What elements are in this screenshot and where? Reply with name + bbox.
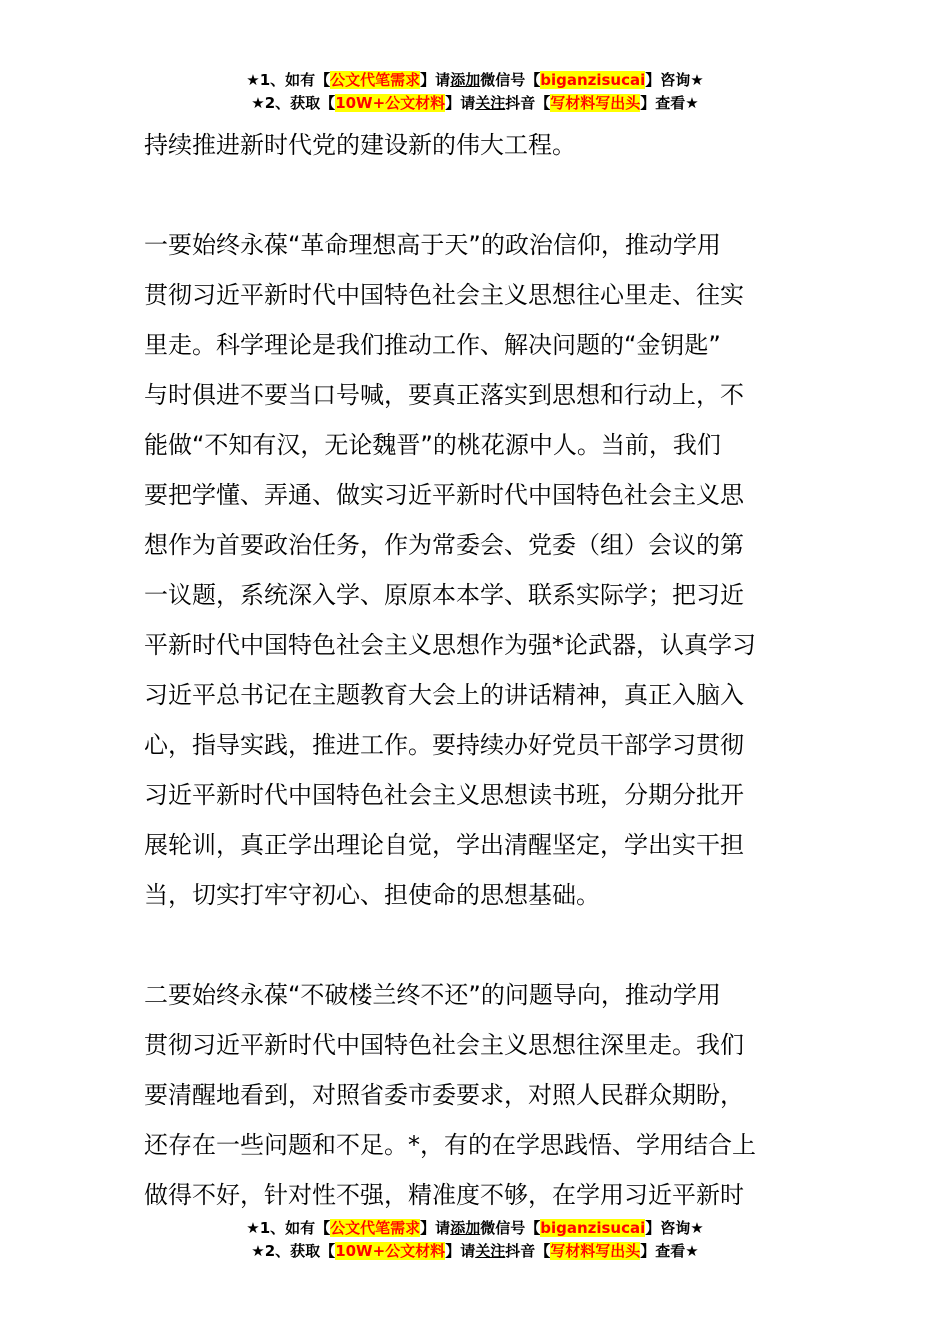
header-line2-suffix: 】查看★ — [640, 94, 699, 112]
header-line2-underline: 关注 — [475, 94, 506, 112]
body-line: 习近平新时代中国特色社会主义思想读书班，分期分批开 — [144, 781, 744, 809]
footer-line1-middle2: 微信号【 — [480, 1219, 541, 1237]
body-line: 做得不好，针对性不强，精准度不够，在学用习近平新时 — [144, 1181, 744, 1209]
body-line: 二要始终永葆“不破楼兰终不还”的问题导向，推动学用 — [144, 981, 721, 1009]
header-banner-line-2 — [0, 92, 950, 115]
body-line: 还存在一些问题和不足。*，有的在学思践悟、学用结合上 — [144, 1131, 756, 1159]
body-line: 一议题，系统深入学、原原本本学、联系实际学；把习近 — [144, 581, 744, 609]
body-line: 要把学懂、弄通、做实习近平新时代中国特色社会主义思 — [144, 481, 744, 509]
body-line: 贯彻习近平新时代中国特色社会主义思想往深里走。我们 — [144, 1031, 744, 1059]
header-line2-middle1: 】请 — [445, 94, 476, 112]
header-line2-middle2: 抖音【 — [505, 94, 551, 112]
footer-line2-underline: 关注 — [475, 1242, 506, 1260]
footer-line2-highlight-douyin: 写材料写出头 — [550, 1242, 641, 1260]
header-line1-highlight-service: 公文代笔需求 — [330, 71, 421, 89]
footer-line1-middle1: 】请 — [420, 1219, 451, 1237]
footer-line2-suffix: 】查看★ — [640, 1242, 699, 1260]
header-line1-highlight-wechat: biganzisucai — [540, 71, 646, 89]
header-line1-middle2: 微信号【 — [480, 71, 541, 89]
body-line: 习近平总书记在主题教育大会上的讲话精神，真正入脑入 — [144, 681, 744, 709]
header-line2-highlight-douyin: 写材料写出头 — [550, 94, 641, 112]
footer-line1-suffix: 】咨询★ — [645, 1219, 704, 1237]
header-line1-suffix: 】咨询★ — [645, 71, 704, 89]
footer-line1-prefix: ★1、如有【 — [246, 1219, 331, 1237]
header-line1-middle1: 】请 — [420, 71, 451, 89]
body-line: 与时俱进不要当口号喊，要真正落实到思想和行动上，不 — [144, 381, 744, 409]
footer-banner-line-2 — [0, 1240, 950, 1263]
body-line: 贯彻习近平新时代中国特色社会主义思想往心里走、往实 — [144, 281, 744, 309]
body-line: 一要始终永葆“革命理想高于天”的政治信仰，推动学用 — [144, 231, 721, 259]
footer-line1-highlight-service: 公文代笔需求 — [330, 1219, 421, 1237]
body-line: 平新时代中国特色社会主义思想作为强*论武器，认真学习 — [144, 631, 756, 659]
footer-line2-highlight-materials: 10W+公文材料 — [335, 1242, 446, 1260]
header-line1-prefix: ★1、如有【 — [246, 71, 331, 89]
body-line: 持续推进新时代党的建设新的伟大工程。 — [144, 131, 576, 159]
body-line: 心，指导实践，推进工作。要持续办好党员干部学习贯彻 — [144, 731, 744, 759]
footer-line1-underline: 添加 — [450, 1219, 481, 1237]
header-banner — [0, 69, 950, 115]
body-line: 要清醒地看到，对照省委市委要求，对照人民群众期盼， — [144, 1081, 744, 1109]
header-line1-underline: 添加 — [450, 71, 481, 89]
body-line: 里走。科学理论是我们推动工作、解决问题的“金钥匙” — [144, 331, 721, 359]
footer-line2-prefix: ★2、获取【 — [251, 1242, 336, 1260]
body-line: 展轮训，真正学出理论自觉，学出清醒坚定，学出实干担 — [144, 831, 744, 859]
footer-line1-highlight-wechat: biganzisucai — [540, 1219, 646, 1237]
header-line2-prefix: ★2、获取【 — [251, 94, 336, 112]
body-line: 能做“不知有汉，无论魏晋”的桃花源中人。当前，我们 — [144, 431, 721, 459]
footer-banner — [0, 1217, 950, 1263]
header-line2-highlight-materials: 10W+公文材料 — [335, 94, 446, 112]
footer-line2-middle1: 】请 — [445, 1242, 476, 1260]
document-body — [144, 120, 816, 1220]
body-line: 想作为首要政治任务，作为常委会、党委（组）会议的第 — [144, 531, 744, 559]
body-line: 当，切实打牢守初心、担使命的思想基础。 — [144, 881, 600, 909]
header-banner-line-1 — [0, 69, 950, 92]
footer-line2-middle2: 抖音【 — [505, 1242, 551, 1260]
footer-banner-line-1 — [0, 1217, 950, 1240]
